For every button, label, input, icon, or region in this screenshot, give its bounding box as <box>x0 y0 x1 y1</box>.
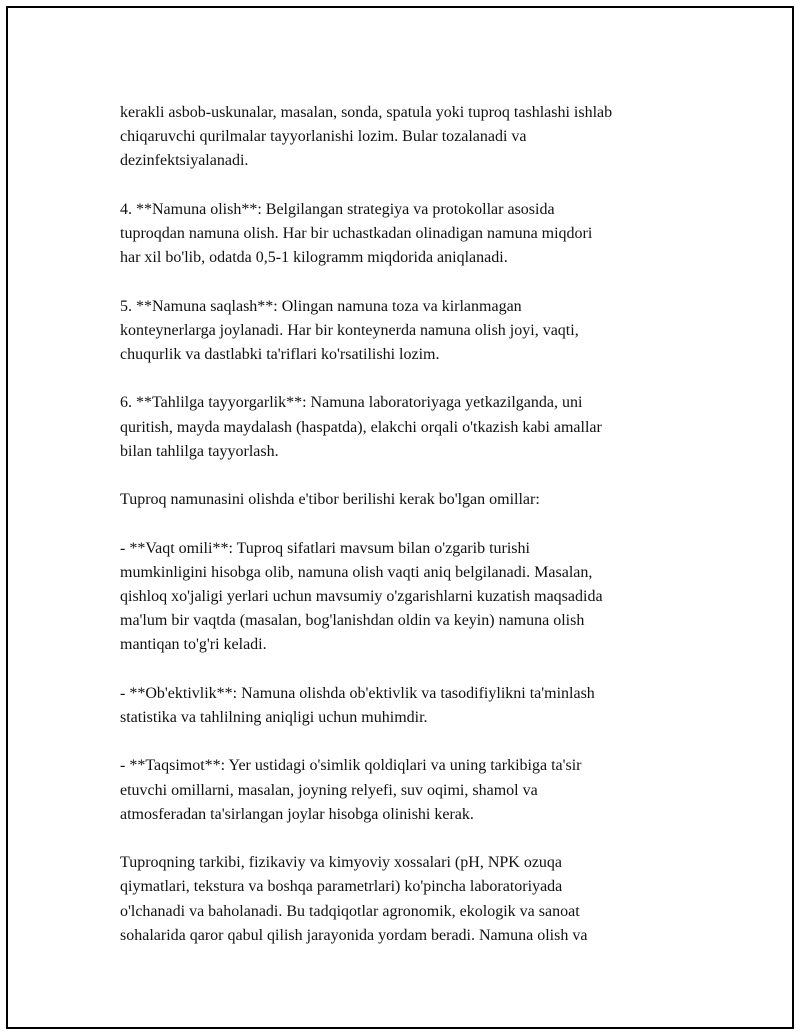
text-line: ma'lum bir vaqtda (masalan, bog'lanishdan oldin va keyin) namuna olish <box>120 612 585 630</box>
paragraph-equipment <box>120 101 700 174</box>
text-line: quritish, mayda maydalash (haspatda), elakchi orqali o'tkazish kabi amallar <box>120 418 602 436</box>
text-line: mantiqan to'g'ri keladi. <box>120 636 267 654</box>
text-line: - **Vaqt omili**: Tuproq sifatlari mavsum bilan o'zgarib turishi <box>120 539 530 557</box>
paragraph-step-4 <box>120 198 700 271</box>
text-line: 6. **Tahlilga tayyorgarlik**: Namuna laboratoriyaga yetkazilganda, uni <box>120 394 583 412</box>
text-line: chiqaruvchi qurilmalar tayyorlanishi lozim. Bular tozalanadi va <box>120 128 527 146</box>
text-line: har xil bo'lib, odatda 0,5-1 kilogramm miqdorida aniqlanadi. <box>120 249 508 267</box>
paragraph-objectivity <box>120 682 700 730</box>
text-line: mumkinligini hisobga olib, namuna olish vaqti aniq belgilanadi. Masalan, <box>120 563 593 581</box>
text-line: chuqurlik va dastlabki ta'riflari ko'rsatilishi lozim. <box>120 346 440 363</box>
page-frame <box>6 6 794 1029</box>
text-line: tuproqdan namuna olish. Har bir uchastkadan olinadigan namuna miqdori <box>120 225 593 242</box>
text-line: kerakli asbob-uskunalar, masalan, sonda, spatula yoki tuproq tashlashi ishlab <box>120 104 613 121</box>
text-line: o'lchanadi va baholanadi. Bu tadqiqotlar agronomik, ekologik va sanoat <box>120 902 580 920</box>
text-line: statistika va tahlilning aniqligi uchun muhimdir. <box>120 708 428 726</box>
text-line: - **Ob'ektivlik**: Namuna olishda ob'ektivlik va tasodifiylikni ta'minlash <box>120 684 595 702</box>
paragraph-step-6 <box>120 391 700 464</box>
text-line: - **Taqsimot**: Yer ustidagi o'simlik qoldiqlari va uning tarkibiga ta'sir <box>120 757 582 775</box>
paragraph-factors-intro <box>120 488 700 512</box>
text-line: bilan tahlilga tayyorlash. <box>120 442 279 460</box>
text-line: konteynerlarga joylanadi. Har bir konteynerda namuna olish joyi, vaqti, <box>120 321 579 339</box>
text-line: qiymatlari, tekstura va boshqa parametrlari) ko'pincha laboratoriyada <box>120 878 563 896</box>
text-line: sohalarida qaror qabul qilish jarayonida yordam beradi. Namuna olish va <box>120 926 588 944</box>
paragraph-time-factor <box>120 537 700 658</box>
text-line: dezinfektsiyalanadi. <box>120 152 249 170</box>
text-line: Tuproq namunasini olishda e'tibor berilishi kerak bo'lgan omillar: <box>120 491 540 509</box>
text-line: atmosferadan ta'sirlangan joylar hisobga olinishi kerak. <box>120 805 474 823</box>
text-line: qishloq xo'jaligi yerlari uchun mavsumiy o'zgarishlarni kuzatish maqsadida <box>120 587 603 605</box>
text-line: 4. **Namuna olish**: Belgilangan strategiya va protokollar asosida <box>120 200 555 218</box>
document-body <box>120 101 700 972</box>
text-line: etuvchi omillarni, masalan, joyning relyefi, suv oqimi, shamol va <box>120 781 538 799</box>
text-line: 5. **Namuna saqlash**: Olingan namuna toza va kirlanmagan <box>120 297 522 315</box>
paragraph-step-5 <box>120 295 700 368</box>
paragraph-distribution <box>120 754 700 827</box>
paragraph-soil-composition <box>120 851 700 948</box>
text-line: Tuproqning tarkibi, fizikaviy va kimyoviy xossalari (pH, NPK ozuqa <box>120 854 563 872</box>
